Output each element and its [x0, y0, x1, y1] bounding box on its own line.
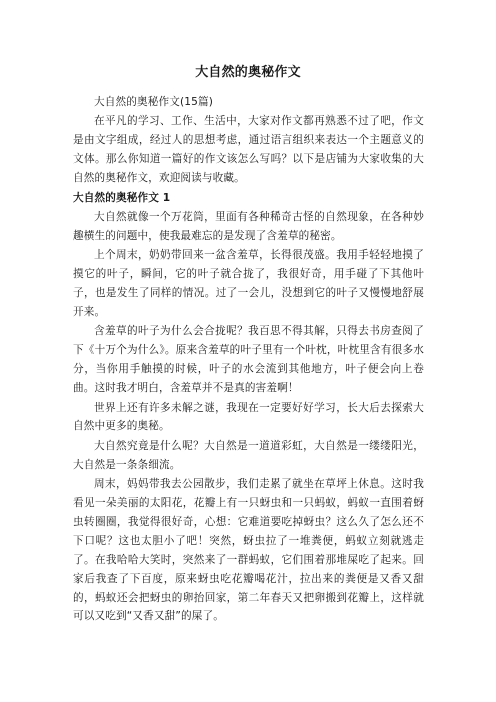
paragraph-intro: 在平凡的学习、工作、生活中，大家对作文都再熟悉不过了吧，作文是由文字组成，经过人的思想考虑，通过语言组织来表达一个主题意义的文体。那么你知道一篇好的作文该怎么写吗？以下是店铺为大家收集的大自然的奥秘作文，欢迎阅读与收藏。 — [73, 115, 424, 185]
paragraph: 含羞草的叶子为什么会合拢呢？我百思不得其解，只得去书房查阅了下《十万个为什么》。原来含羞草的叶子里有一个叶枕，叶枕里含有很多水分，当你用手触摸的时候，叶子的水会流到其他地方，叶子便会向上卷曲。这时我才明白，含羞草并不是真的害羞啊！ — [73, 325, 424, 395]
paragraph: 世界上还有许多未解之谜，我现在一定要好好学习，长大后去探索大自然中更多的奥秘。 — [73, 401, 424, 433]
paragraph-subtitle: 大自然的奥秘作文(15篇) — [94, 96, 214, 108]
paragraph: 大自然究竟是什么呢？大自然是一道道彩虹，大自然是一缕缕阳光，大自然是一条条细流。 — [73, 439, 424, 471]
document-title: 大自然的奥秘作文 — [195, 65, 301, 80]
paragraph: 周末，妈妈带我去公园散步，我们走累了就坐在草坪上休息。这时我看见一朵美丽的太阳花，花瓣上有一只蚜虫和一只蚂蚁，蚂蚁一直围着蚜虫转圈圈，我觉得很好奇，心想：它难道要吃掉蚜虫？这么久了怎么还不下口呢？这也太胆小了吧！突然，蚜虫拉了一堆粪便，蚂蚁立刻就逃走了。在我哈哈大笑时，突然来了一群蚂蚁，它们围着那堆屎吃了起来。回家后我查了下百度，原来蚜虫吃花瓣喝花汁，拉出来的粪便是又香又甜的，蚂蚁还会把蚜虫的卵抬回家，第二年春天又把卵搬到花瓣上，这样就可以又吃到“又香又甜”的屎了。 — [73, 478, 424, 623]
paragraph: 大自然就像一个万花筒，里面有各种稀奇古怪的自然现象，在各种妙趣横生的问题中，使我最难忘的是发现了含羞草的秘密。 — [73, 210, 424, 242]
section-heading: 大自然的奥秘作文 1 — [73, 191, 171, 204]
document-body — [73, 93, 424, 627]
paragraph: 上个周末，奶奶带回来一盆含羞草，长得很茂盛。我用手轻轻地摸了摸它的叶子，瞬间，它的叶子就合拢了，我很好奇，用手碰了下其他叶子，也是发生了同样的情况。过了一会儿，没想到它的叶子又慢慢地舒展开来。 — [73, 249, 424, 318]
